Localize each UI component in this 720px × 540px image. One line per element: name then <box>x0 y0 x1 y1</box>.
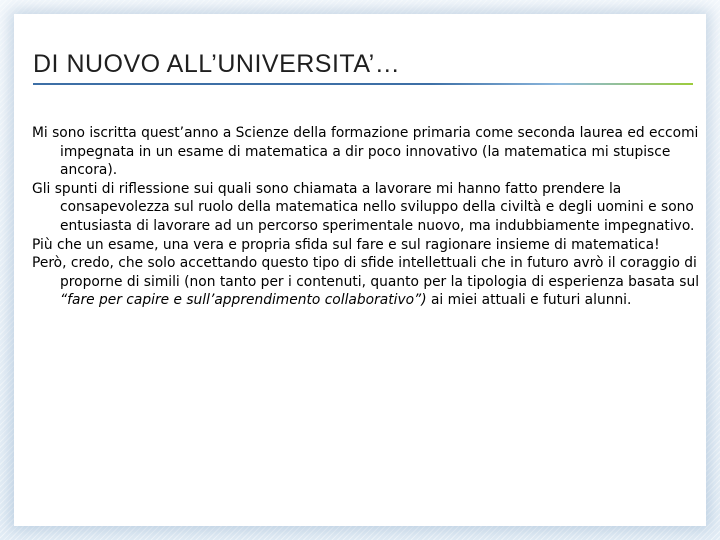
paragraph-4 <box>32 254 704 310</box>
slide-body <box>32 124 704 310</box>
paragraph-4-text: Però, credo, che solo accettando questo tipo di sfide intellettuali che in futuro avrò il coraggio di proporne di simili (non tanto per i contenuti, quanto per la tipologia di esperienza basata sul <box>32 255 700 290</box>
paragraph-4-italic-quote: “fare per capire e sull’apprendimento collaborativo”) <box>60 292 427 309</box>
title-underline <box>33 83 693 85</box>
slide-title: DI NUOVO ALL’UNIVERSITA’… <box>33 50 401 78</box>
paragraph-4-ending: ai miei attuali e futuri alunni. <box>426 292 632 309</box>
paragraph-2: Gli spunti di riflessione sui quali sono chiamata a lavorare mi hanno fatto prendere la consapevolezza sul ruolo della matematica nello sviluppo della civiltà e degli uomini e sono entusiasta di lavorare ad un percorso sperimentale nuovo, ma indubbiamente impegnativo. <box>32 180 695 234</box>
paragraph-3: Più che un esame, una vera e propria sfida sul fare e sul ragionare insieme di matematica! <box>32 236 660 253</box>
paragraph-1: Mi sono iscritta quest’anno a Scienze della formazione primaria come seconda laurea ed eccomi impegnata in un esame di matematica a dir poco innovativo (la matematica mi stupisce ancora). <box>32 125 699 179</box>
